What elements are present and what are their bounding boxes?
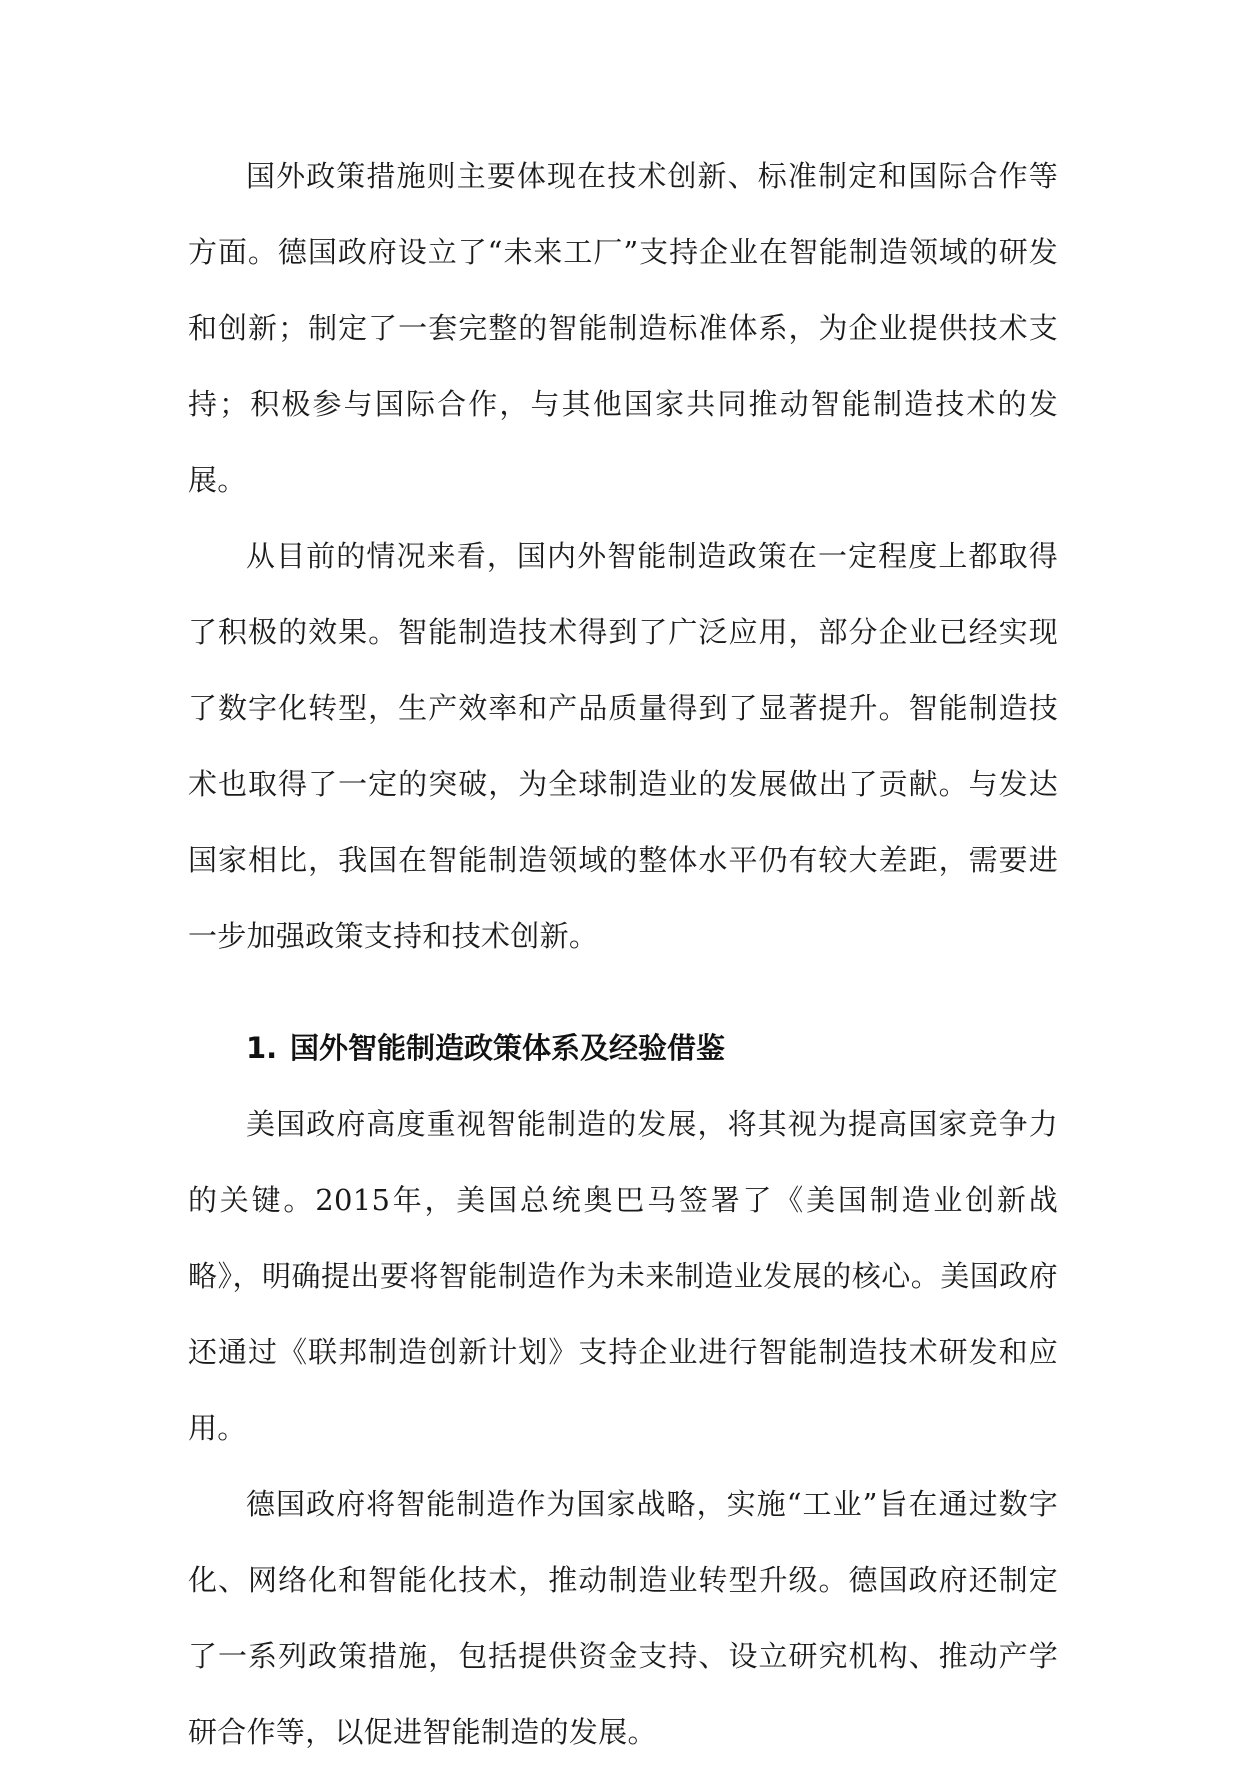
section-number: 1. (246, 1031, 278, 1065)
paragraph-germany-policy: 德国政府将智能制造作为国家战略，实施“工业”旨在通过数字化、网络化和智能化技术，推动制造业转型升级。德国政府还制定了一系列政策措施，包括提供资金支持、设立研究机构、推动产学研合作等，以促进智能制造的发展。 (188, 1487, 1058, 1749)
document-body (188, 138, 1058, 1770)
section-heading (188, 1010, 1058, 1086)
paragraph-foreign-policy-measures: 国外政策措施则主要体现在技术创新、标准制定和国际合作等方面。德国政府设立了“未来工厂”支持企业在智能制造领域的研发和创新；制定了一套完整的智能制造标准体系，为企业提供技术支持；积极参与国际合作，与其他国家共同推动智能制造技术的发展。 (188, 159, 1058, 497)
paragraph-current-situation: 从目前的情况来看，国内外智能制造政策在一定程度上都取得了积极的效果。智能制造技术得到了广泛应用，部分企业已经实现了数字化转型，生产效率和产品质量得到了显著提升。智能制造技术也取得了一定的突破，为全球制造业的发展做出了贡献。与发达国家相比，我国在智能制造领域的整体水平仍有较大差距，需要进一步加强政策支持和技术创新。 (188, 539, 1058, 953)
paragraph-us-policy: 美国政府高度重视智能制造的发展，将其视为提高国家竞争力的关键。2015年，美国总统奥巴马签署了《美国制造业创新战略》，明确提出要将智能制造作为未来制造业发展的核心。美国政府还通过《联邦制造创新计划》支持企业进行智能制造技术研发和应用。 (188, 1107, 1058, 1445)
section-title: 国外智能制造政策体系及经验借鉴 (290, 1031, 726, 1065)
